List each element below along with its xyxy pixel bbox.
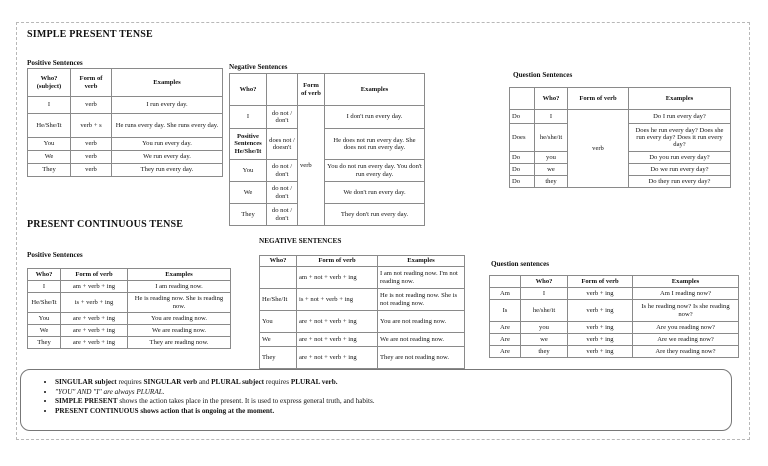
pc-negative-heading: NEGATIVE SENTENCES <box>259 237 342 245</box>
sp-question-heading: Question Sentences <box>513 71 573 79</box>
table-row: Am I verb + ing Am I reading now? <box>490 288 739 300</box>
note-item: • SIMPLE PRESENT shows the action takes place in the present. It is used to express general truth, and habits. <box>55 397 721 405</box>
table-row: I am + verb + ing I am reading now. <box>28 281 231 293</box>
col-header: Who? <box>535 88 568 110</box>
table-row: Positive Sentences He/She/It does not / doesn't He does not run every day. She does not run every day. <box>230 129 425 160</box>
table-row: They verb They run every day. <box>28 164 223 177</box>
table-row: We verb We run every day. <box>28 151 223 164</box>
shared-form-cell: verb <box>568 110 629 188</box>
note-item: • SINGULAR subject requires SINGULAR verb and PLURAL subject requires PLURAL verb. <box>55 378 721 386</box>
pc-positive-heading: Positive Sentences <box>27 251 83 259</box>
col-header: Who? (subject) <box>28 69 71 97</box>
table-row: You verb You run every day. <box>28 138 223 151</box>
col-header: Who? <box>521 276 568 288</box>
shared-form-cell: verb <box>298 106 325 226</box>
pc-negative-table <box>259 255 465 369</box>
col-header: Examples <box>325 74 425 106</box>
table-row: Do we Do we run every day? <box>510 164 731 176</box>
col-header: Who? <box>260 256 297 267</box>
col-header: Form of verb <box>568 88 629 110</box>
table-row: I verb I run every day. <box>28 97 223 114</box>
col-header: Who? <box>230 74 267 106</box>
pc-positive-table <box>27 268 231 349</box>
table-row: They do not / don't They don't run every day. <box>230 204 425 226</box>
col-header <box>490 276 521 288</box>
pc-question-heading: Question sentences <box>491 260 550 268</box>
table-row: You are + verb + ing You are reading now. <box>28 313 231 325</box>
sp-positive-table <box>27 68 223 177</box>
col-header: Form of verb <box>71 69 112 97</box>
table-row: Is he/she/it verb + ing Is he reading now? Is she reading now? <box>490 300 739 322</box>
notes-box <box>20 369 732 431</box>
col-header: Examples <box>128 269 231 281</box>
table-row: Are you verb + ing Are you reading now? <box>490 322 739 334</box>
note-item: • "YOU" AND "I" are always PLURAL. <box>55 388 721 396</box>
table-row: Do they Do they run every day? <box>510 176 731 188</box>
col-header <box>267 74 298 106</box>
table-row: am + not + verb + ing I am not reading now. I'm not reading now. <box>260 267 465 289</box>
table-row: I do not / don't verb I don't run every day. <box>230 106 425 129</box>
col-header: Form of verb <box>568 276 633 288</box>
table-row: Do I verb Do I run every day? <box>510 110 731 124</box>
table-row: They are + verb + ing They are reading now. <box>28 337 231 349</box>
table-row: Does he/she/it Does he run every day? Does she run every day? Does it run every day? <box>510 124 731 152</box>
table-row: Do you Do you run every day? <box>510 152 731 164</box>
col-header: Who? <box>28 269 61 281</box>
sp-question-table <box>509 87 731 188</box>
col-header: Examples <box>378 256 465 267</box>
table-row: They are + not + verb + ing They are not reading now. <box>260 347 465 369</box>
col-header: Examples <box>112 69 223 97</box>
table-row: We do not / don't We don't run every day. <box>230 182 425 204</box>
col-header: Form of verb <box>61 269 128 281</box>
table-row: He/She/It verb + s He runs every day. She runs every day. <box>28 114 223 138</box>
sp-negative-table <box>229 73 425 226</box>
table-row: Are we verb + ing Are we reading now? <box>490 334 739 346</box>
col-header: Examples <box>633 276 739 288</box>
simple-present-title: SIMPLE PRESENT TENSE <box>27 29 153 40</box>
table-row: You do not / don't You do not run every day. You don't run every day. <box>230 160 425 182</box>
pc-question-table <box>489 275 739 358</box>
col-header: Form of verb <box>298 74 325 106</box>
table-row: He/She/It is + verb + ing He is reading now. She is reading now. <box>28 293 231 313</box>
col-header: Form of verb <box>297 256 378 267</box>
sp-positive-heading: Positive Sentences <box>27 59 83 67</box>
present-continuous-title: PRESENT CONTINUOUS TENSE <box>27 219 184 230</box>
table-row: We are + verb + ing We are reading now. <box>28 325 231 337</box>
col-header: Examples <box>629 88 731 110</box>
table-row: We are + not + verb + ing We are not reading now. <box>260 333 465 347</box>
table-row: Are they verb + ing Are they reading now? <box>490 346 739 358</box>
col-header <box>510 88 535 110</box>
table-row: He/She/It is + not + verb + ing He is not reading now. She is not reading now. <box>260 289 465 311</box>
note-item: • PRESENT CONTINUOUS shows action that is ongoing at the moment. <box>55 407 721 415</box>
sp-negative-heading: Negative Sentences <box>229 63 288 71</box>
table-row: You are + not + verb + ing You are not reading now. <box>260 311 465 333</box>
